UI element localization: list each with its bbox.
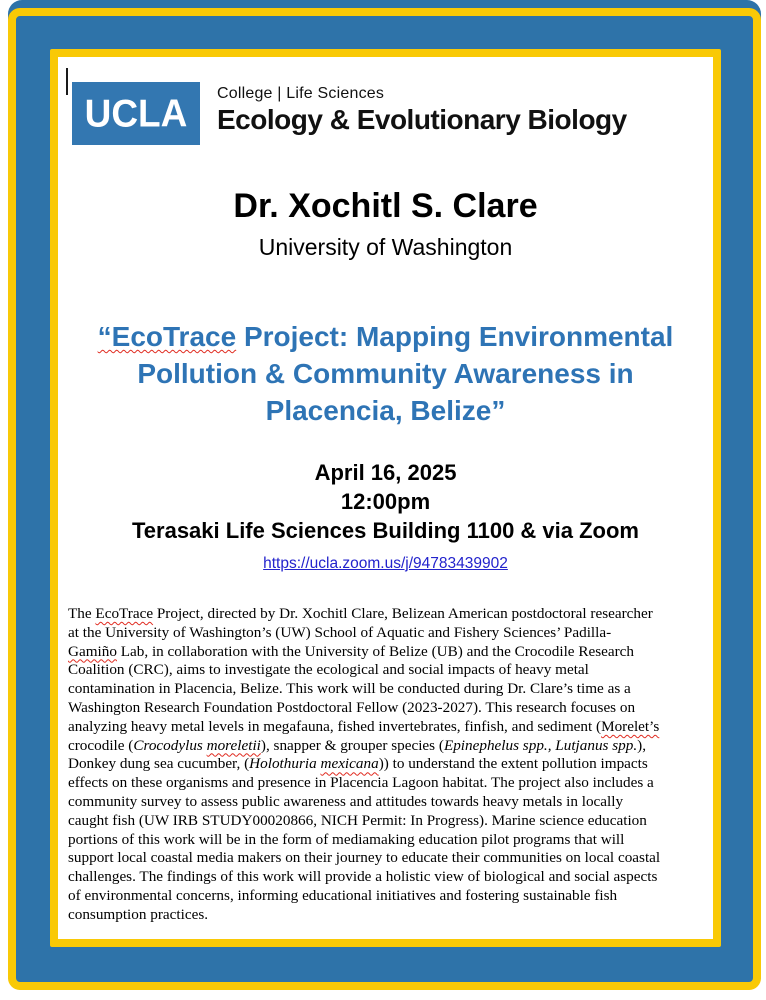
- department-name: Ecology & Evolutionary Biology: [217, 104, 627, 135]
- event-time: 12:00pm: [340, 489, 431, 514]
- text-line: Pollution & Community Awareness in: [137, 358, 634, 389]
- abstract-text: [68, 605, 713, 925]
- text-line: caught fish (UW IRB STUDY00020866, NICH Permit: In Progress). Marine science education: [68, 811, 647, 829]
- department-block: [217, 82, 627, 136]
- text-line: crocodile (Crocodylus moreletii), snapper & grouper species (Epinephelus spp., Lutjanus spp.),: [68, 736, 647, 754]
- text-line: of environmental concerns, informing educational initiatives and fostering sustainable fish: [68, 886, 618, 904]
- text-line: portions of this work will be in the form of mediamaking education pilot programs that will: [68, 830, 625, 848]
- text-line: Coalition (CRC), aims to investigate the ecological and social impacts of heavy metal: [68, 661, 589, 679]
- header-logo-row: [72, 82, 627, 145]
- talk-title: [58, 318, 713, 429]
- speaker-affiliation: University of Washington: [258, 234, 513, 260]
- zoom-meeting-link[interactable]: https://ucla.zoom.us/j/94783439902: [263, 555, 508, 572]
- text-line: The EcoTrace Project, directed by Dr. Xochitl Clare, Belizean American postdoctoral researcher: [68, 605, 653, 622]
- text-line: Washington Research Foundation Postdoctoral Fellow (2023-2027). This research focuses on: [68, 698, 636, 716]
- text-line: consumption practices.: [68, 905, 209, 923]
- flyer-content-area: [50, 49, 721, 947]
- text-line: support local coastal media makers on their journey to educate their communities on local coastal: [68, 849, 661, 867]
- text-line: Gamiño Lab, in collaboration with the University of Belize (UB) and the Crocodile Research: [68, 642, 635, 660]
- text-line: Placencia, Belize”: [265, 395, 506, 426]
- event-details: [58, 458, 713, 578]
- event-date: April 16, 2025: [314, 460, 457, 485]
- text-line: analyzing heavy metal levels in megafauna, fished invertebrates, finfish, and sediment (Morelet’s: [68, 717, 660, 735]
- college-label: College | Life Sciences: [217, 85, 385, 102]
- text-line: Donkey dung sea cucumber, (Holothuria mexicana)) to understand the extent pollution impacts: [68, 755, 648, 773]
- event-location: Terasaki Life Sciences Building 1100 & via Zoom: [131, 518, 639, 543]
- ucla-logo: [72, 82, 200, 145]
- text-line: challenges. The findings of this work will provide a holistic view of biological and social aspects: [68, 868, 658, 886]
- text-line: community survey to assess public awareness and attitudes towards heavy metals in locally: [68, 792, 624, 810]
- ucla-logo-text: UCLA: [84, 91, 188, 135]
- speaker-name: Dr. Xochitl S. Clare: [233, 187, 538, 225]
- text-line: effects on these organisms and presence in Placencia Lagoon habitat. The project also includes a: [68, 774, 654, 792]
- text-cursor: [66, 68, 68, 95]
- text-line: contamination in Placencia, Belize. This work will be conducted during Dr. Clare’s time as a: [68, 680, 631, 698]
- text-line: at the University of Washington’s (UW) School of Aquatic and Fishery Sciences’ Padilla-: [68, 623, 612, 641]
- text-line: “EcoTrace Project: Mapping Environmental: [97, 321, 674, 352]
